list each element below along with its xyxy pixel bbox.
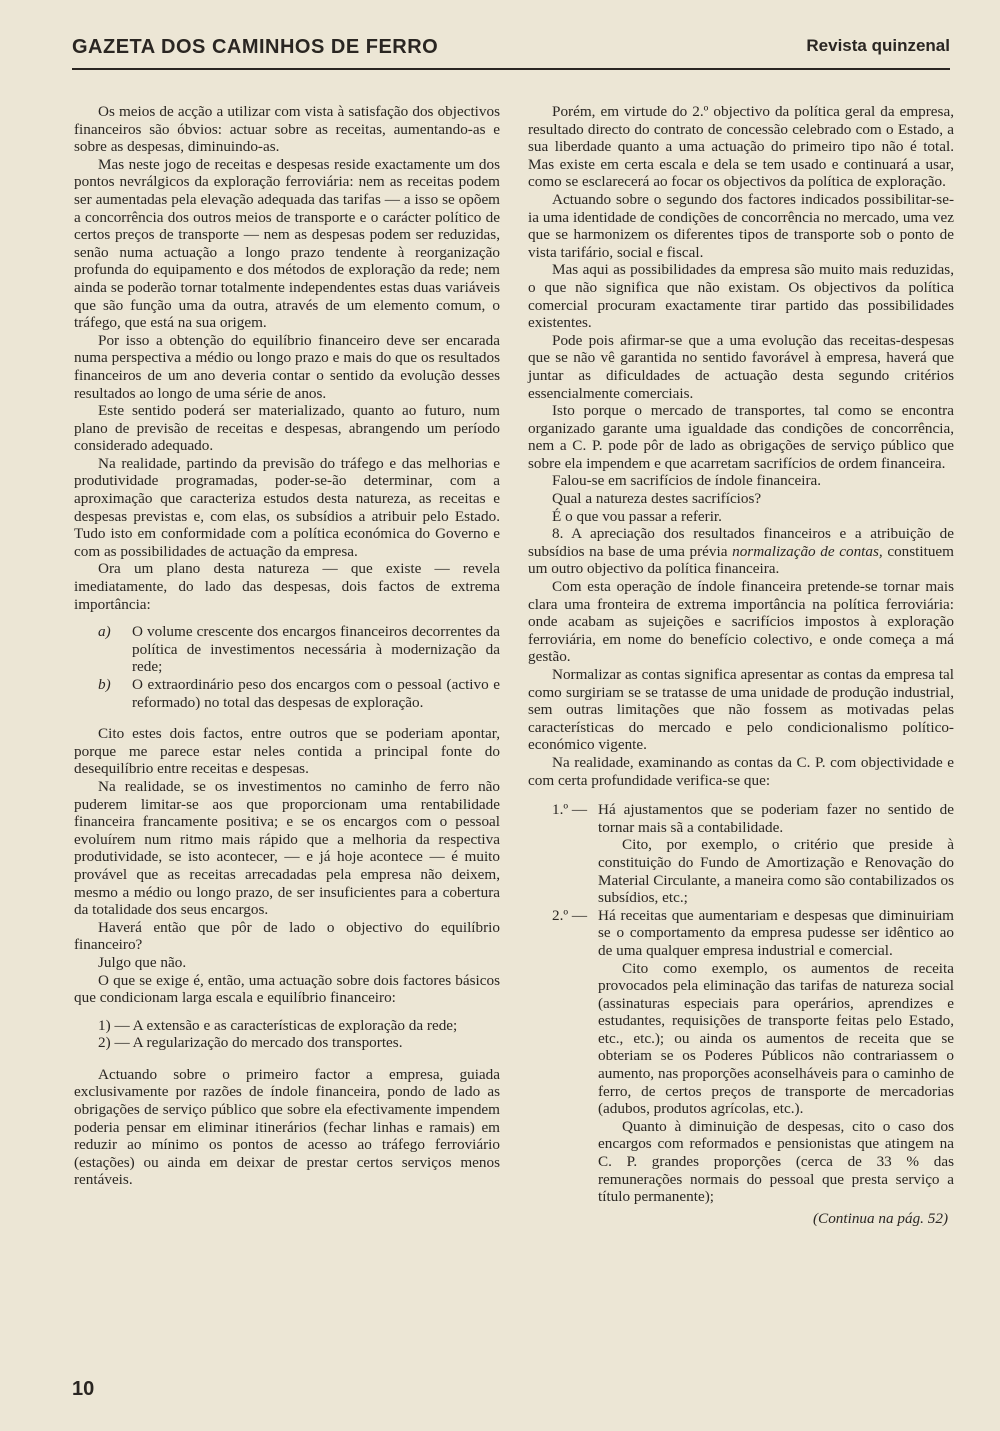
- ordinal-list: [528, 801, 954, 1206]
- lettered-list: [74, 623, 500, 711]
- paragraph: É o que vou passar a referir.: [552, 507, 722, 525]
- paragraph: Mas neste jogo de receitas e despesas reside exactamente um dos pontos nevrálgicos da exploração ferroviária: nem as receitas podem ser aumentadas pela elevação adequada das tarifas — a isso se opõem a concorrência dos outros meios de transporte e o carácter político de certos preços de transporte — nem as despesas podem ser reduzidas, senão numa actuação a longo prazo tendente à reorganização profunda do equipamento e dos métodos de exploração da rede; nem ainda se poderão tornar totalmente independentes estas duas variáveis que são função uma da outra, através de um elemento comum, o tráfego, que está na sua origem.: [74, 155, 500, 332]
- list-marker: b): [98, 676, 111, 693]
- paragraph: Normalizar as contas significa apresentar as contas da empresa tal como surgiriam se se tratasse de uma unidade de produção industrial, sem outras limitações que não fossem as motivadas pelas características do mercado e pelo condicionalismo político-económico vigente.: [528, 666, 954, 754]
- paragraph: Na realidade, examinando as contas da C. P. com objectividade e com certa profundidade verifica-se que:: [528, 753, 954, 789]
- paragraph: Na realidade, se os investimentos no caminho de ferro não puderem limitar-se aos que proporcionam uma rentabilidade financeira francamente positiva; e se os encargos com o pessoal evoluírem num ritmo mais rápido que a melhoria da respectiva produtividade, se isto acontecer, — e já hoje acontece — é muito provável que as receitas arrecadadas pela empresa não deixem, mesmo a médio ou longo prazo, de ser insuficientes para a cobertura da totalidade dos seus encargos.: [74, 777, 500, 919]
- paragraph: Isto porque o mercado de transportes, tal como se encontra organizado garante uma igualdade das condições de concorrência, nem a C. P. pode pôr de lado as obrigações de serviço público que sobre ela impendem e que acarretam sacrifícios de ordem financeira.: [528, 402, 954, 472]
- right-column: [528, 103, 954, 1227]
- list-item: 2) — A regularização do mercado dos transportes.: [98, 1034, 403, 1052]
- text-span: 8. A apreciação dos resultados financeiros e a atribuição de subsídios na base de uma prévia: [528, 525, 954, 560]
- list-item: 1) — A extensão e as características de exploração da rede;: [98, 1016, 458, 1034]
- list-subparagraph: Quanto à diminuição de despesas, cito o caso dos encargos com reformados e pensionistas que atingem na C. P. grandes proporções (cerca de 33 % das remunerações normais do pessoal que presta serviço a título permanente);: [598, 1117, 954, 1206]
- paragraph: Falou-se em sacrifícios de índole financeira.: [552, 472, 822, 490]
- list-item: [528, 907, 954, 1206]
- section-8-paragraph: [528, 525, 954, 578]
- list-text: Há receitas que aumentariam e despesas que diminuiriam se o comportamento da empresa pudesse ser idêntico ao de uma qualquer empresa industrial e comercial.: [598, 906, 954, 959]
- list-text: Há ajustamentos que se poderiam fazer no sentido de tornar mais sã a contabilidade.: [598, 801, 954, 836]
- list-subparagraph: Cito, por exemplo, o critério que preside à constituição do Fundo de Amortização e Renovação do Material Circulante, a maneira como são contabilizados os subsídios, etc.;: [598, 836, 954, 907]
- paragraph: Julgo que não.: [98, 953, 187, 971]
- list-item: [74, 623, 500, 676]
- numbered-list: [74, 1017, 500, 1052]
- paragraph: Haverá então que pôr de lado o objectivo do equilíbrio financeiro?: [74, 918, 500, 954]
- emphasis-text: normalização de contas,: [732, 542, 883, 560]
- paragraph: Este sentido poderá ser materializado, quanto ao futuro, num plano de previsão de receitas e despesas, abrangendo um período considerado adequado.: [74, 402, 500, 455]
- paragraph: Com esta operação de índole financeira pretende-se tornar mais clara uma fronteira de extrema importância na política ferroviária: onde acabam as sujeições e sacrifícios impostos à exploração ferroviária, em nome do benefício colectivo, e onde começa a má gestão.: [528, 578, 954, 666]
- list-item: [528, 801, 954, 907]
- list-text: O volume crescente dos encargos financeiros decorrentes da política de investimentos necessária à modernização da rede;: [132, 623, 500, 676]
- paragraph: Os meios de acção a utilizar com vista à satisfação dos objectivos financeiros são óbvios: actuar sobre as receitas, aumentando-as e sobre as despesas, diminuindo-as.: [74, 103, 500, 156]
- paragraph: Pode pois afirmar-se que a uma evolução das receitas-despesas que se não vê garantida no sentido favorável à empresa, haverá que juntar as dificuldades de actuação desta segundo critérios essencialmente comerciais.: [528, 331, 954, 402]
- publication-title: GAZETA DOS CAMINHOS DE FERRO: [72, 36, 439, 58]
- list-marker: 1.º —: [552, 801, 588, 819]
- paragraph: O que se exige é, então, uma actuação sobre dois factores básicos que condicionam larga escala e equilíbrio financeiro:: [74, 971, 500, 1007]
- paragraph: Cito estes dois factos, entre outros que se poderiam apontar, porque me parece estar neles contida a principal fonte do desequilíbrio entre receitas e despesas.: [74, 725, 500, 778]
- paragraph: Actuando sobre o segundo dos factores indicados possibilitar-se-ia uma identidade de condições de concorrência no mercado, uma vez que se harmonizem os diferentes tipos de transporte sob o ponto de vista tarifário, social e fiscal.: [528, 190, 954, 261]
- paragraph: Qual a natureza destes sacrifícios?: [552, 490, 762, 508]
- paragraph: Por isso a obtenção do equilíbrio financeiro deve ser encarada numa perspectiva a médio ou longo prazo e mais do que os resultados financeiros de um ano deveria contar o sentido da evolução desses resultados ao longo de uma série de anos.: [74, 331, 500, 402]
- text-span: constituem um outro objectivo da política financeira.: [528, 542, 954, 578]
- continuation-note: (Continua na pág. 52): [813, 1209, 948, 1227]
- list-subparagraph: Cito como exemplo, os aumentos de receita provocados pela eliminação das tarifas de natureza social (assinaturas especiais para operários, aprendizes e estudantes, requisições de transporte feitas pelo Estado, etc., etc.); ou ainda os aumentos de receita que se obteriam se os Poderes Públicos não contrariassem o aumento, nas proporções aconselháveis para o caminho de ferro, de certos preços de transporte de mercadorias (adubos, produtos agrícolas, etc.).: [598, 959, 954, 1118]
- publication-subtitle: Revista quinzenal: [806, 36, 950, 55]
- paragraph: Ora um plano desta natureza — que existe — revela imediatamente, do lado das despesas, dois factos de extrema importância:: [74, 560, 500, 613]
- page-header: [72, 32, 950, 70]
- list-item: [74, 676, 500, 711]
- paragraph: Na realidade, partindo da previsão do tráfego e das melhorias e produtividade programadas, poder-se-ão determinar, com a aproximação que caracteriza estudos desta natureza, as receitas e despesas previstas e, com elas, os subsídios a atribuir pelo Estado. Tudo isto em conformidade com a política económica do Governo e com as possibilidades de actuação da empresa.: [74, 454, 500, 560]
- paragraph: Actuando sobre o primeiro factor a empresa, guiada exclusivamente por razões de índole financeira, pondo de lado as obrigações de serviço público que sobre ela efectivamente impendem poderia pensar em eliminar itinerários (fechar linhas e ramais) em reduzir ao mínimo os pontos de acesso ao tráfego ferroviário (estações) ou ainda em deixar de prestar certos serviços menos rentáveis.: [74, 1065, 500, 1189]
- paragraph: Porém, em virtude do 2.º objectivo da política geral da empresa, resultado directo do contrato de concessão celebrado com o Estado, a sua liberdade quanto a uma actuação do primeiro tipo não é total. Mas existe em certa escala e dela se tem usado e continuará a usar, como se esclarecerá ao focar os objectivos da política de exploração.: [528, 103, 954, 191]
- left-column: [74, 103, 500, 1189]
- list-marker: a): [98, 623, 111, 641]
- list-text: O extraordinário peso dos encargos com o pessoal (activo e reformado) no total das despesas de exploração.: [132, 676, 500, 711]
- page-number: 10: [72, 1378, 95, 1400]
- paragraph: Mas aqui as possibilidades da empresa são muito mais reduzidas, o que não significa que não existam. Os objectivos da política comercial procuram exactamente tirar partido das possibilidades existentes.: [528, 261, 954, 332]
- list-marker: 2.º —: [552, 906, 588, 924]
